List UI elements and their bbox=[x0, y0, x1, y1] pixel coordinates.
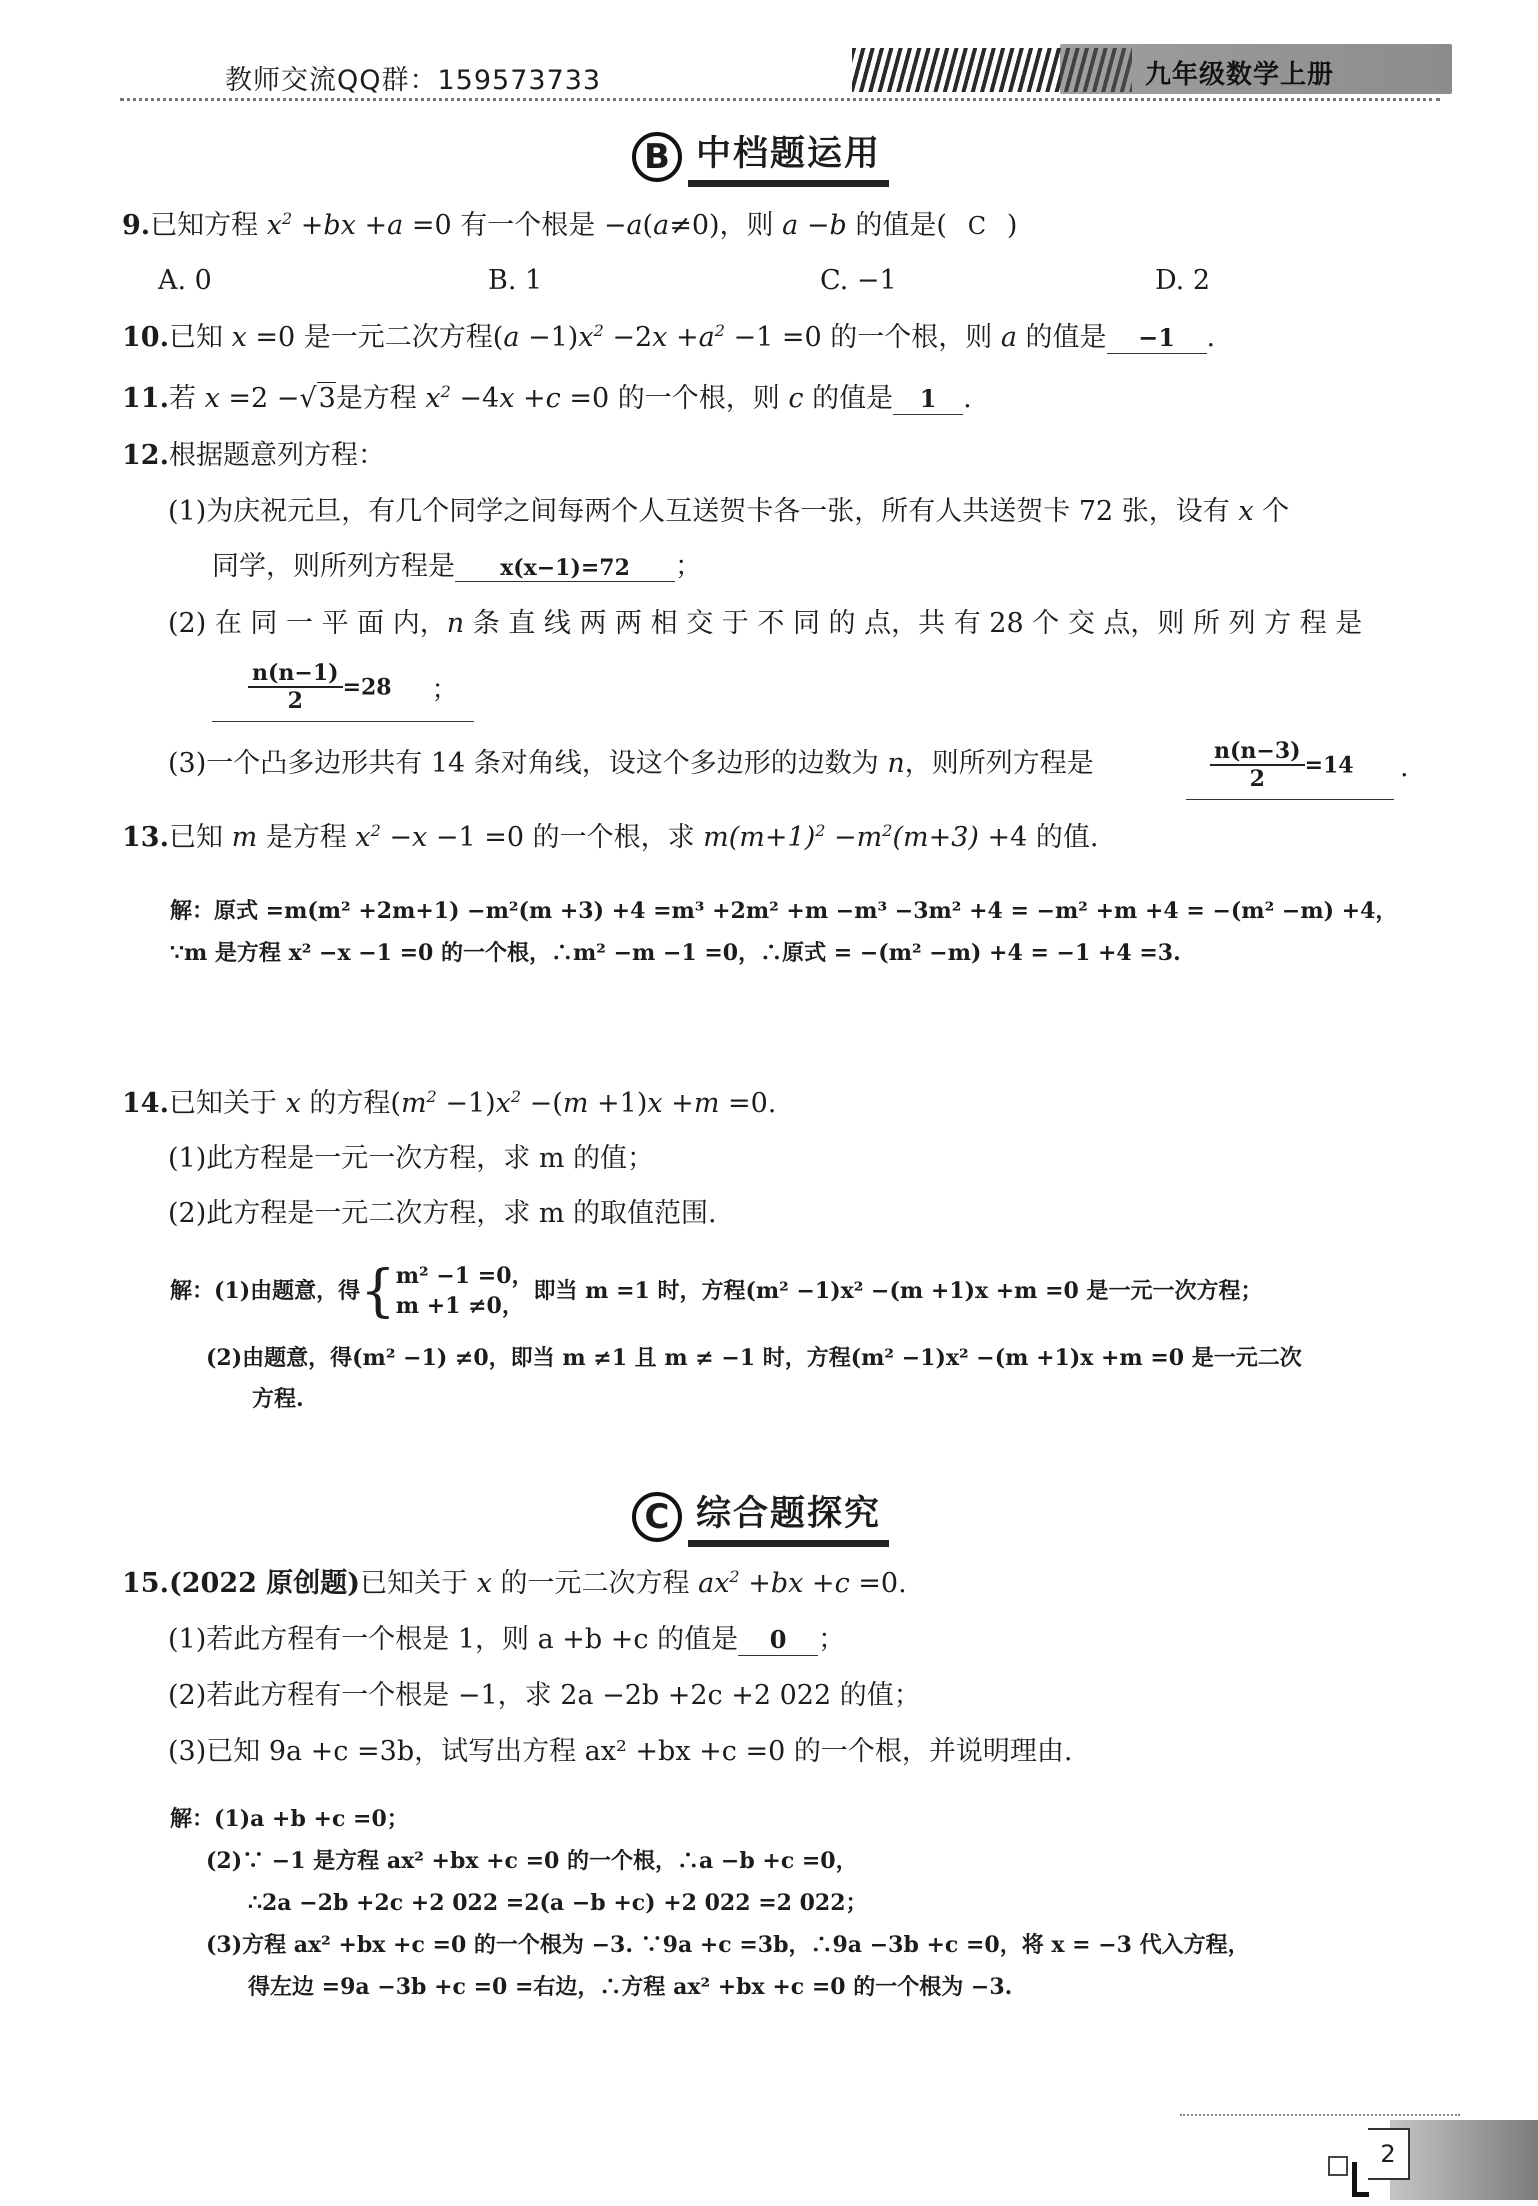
q-text: 已知 bbox=[168, 822, 232, 853]
header-divider bbox=[120, 98, 1440, 101]
q-text: 根据题意列方程： bbox=[168, 440, 385, 471]
q-var: $x^2$ bbox=[266, 209, 293, 241]
q14-part1: (1)此方程是一元一次方程，求 m 的值； bbox=[168, 1143, 655, 1174]
q-text: −2 bbox=[603, 322, 653, 353]
q12-part2-line1 bbox=[168, 608, 1362, 640]
q-text: 是方程 bbox=[257, 822, 356, 853]
footer-band bbox=[1390, 2120, 1538, 2200]
q-text: 的一元二次方程 bbox=[491, 1568, 699, 1599]
q-var: x bbox=[476, 1568, 492, 1599]
footer-square-icon bbox=[1328, 2156, 1348, 2176]
q-text: −1) bbox=[519, 322, 579, 353]
q-var: x bbox=[1238, 496, 1254, 527]
section-b-title: 中档题运用 bbox=[688, 126, 889, 187]
q-text: (1)若此方程有一个根是 1，则 a +b +c 的值是 bbox=[168, 1624, 739, 1655]
fraction-denominator: 2 bbox=[1249, 766, 1265, 793]
q9-option-d: D. 2 bbox=[1155, 265, 1211, 296]
q-text: 已知关于 bbox=[168, 1088, 286, 1119]
q-var: a bbox=[387, 210, 404, 241]
q15-part3: (3)已知 9a +c =3b，试写出方程 ax² +bx +c =0 的一个根，并说明理由. bbox=[168, 1736, 1073, 1767]
q-var: c bbox=[834, 1568, 850, 1599]
q14-solution-line1 bbox=[170, 1258, 1263, 1324]
q-text: =0 有一个根是 − bbox=[403, 210, 627, 241]
q-var: c bbox=[545, 383, 561, 414]
question-number: 15. bbox=[122, 1568, 169, 1599]
q12-part3-end: . bbox=[1400, 752, 1409, 783]
q9-option-a: A. 0 bbox=[158, 265, 212, 296]
sqrt-radicand: 3 bbox=[318, 383, 336, 414]
q-text: + bbox=[803, 1568, 835, 1599]
q-var: $m^2$ bbox=[400, 1087, 437, 1119]
q-text: − bbox=[825, 822, 857, 853]
q15-solution-line4: (3)方程 ax² +bx +c =0 的一个根为 −3. ∵9a +c =3b，∴9a −3b +c =0，将 x = −3 代入方程， bbox=[206, 1932, 1250, 1958]
q-text: 个 bbox=[1262, 496, 1290, 527]
q-text: 的值是 bbox=[1016, 322, 1107, 353]
q-text: + bbox=[355, 210, 388, 241]
section-c-title: 综合题探究 bbox=[688, 1486, 889, 1547]
q12-part1-answer: x(x−1)=72 bbox=[455, 555, 675, 582]
q-text: + bbox=[292, 210, 324, 241]
footer-corner-mark bbox=[1352, 2162, 1369, 2197]
q15-solution-line3: ∴2a −2b +2c +2 022 =2(a −b +c) +2 022 =2 022； bbox=[248, 1890, 868, 1916]
section-c-badge: C bbox=[632, 1492, 682, 1542]
q-var: x bbox=[231, 322, 247, 353]
q-text: 条 直 线 两 两 相 交 于 不 同 的 点，共 有 28 个 交 点，则 所 列 方 程 是 bbox=[464, 608, 1363, 639]
q12-part1-line2 bbox=[212, 551, 702, 583]
question-13 bbox=[122, 822, 1099, 854]
q-var: a bbox=[782, 210, 799, 241]
q-text: + bbox=[739, 1568, 771, 1599]
q-text: =0 的一个根，则 bbox=[560, 383, 789, 414]
q-text: +4 的值. bbox=[978, 822, 1099, 853]
q9-answer: C bbox=[967, 212, 987, 240]
q-text: − bbox=[798, 210, 830, 241]
q-var: x bbox=[412, 822, 428, 853]
question-number: 11. bbox=[122, 383, 169, 414]
question-14 bbox=[122, 1088, 776, 1120]
fraction-numerator: n(n−3) bbox=[1210, 738, 1305, 766]
q12-part3-answer bbox=[1186, 738, 1394, 800]
equation-system bbox=[396, 1262, 534, 1321]
q-text: +1) bbox=[588, 1088, 648, 1119]
q-var: $x^2$ bbox=[495, 1087, 522, 1119]
q-text: ； bbox=[675, 551, 702, 582]
q-var: c bbox=[788, 383, 804, 414]
q15-solution-line1: 解：(1)a +b +c =0； bbox=[170, 1806, 409, 1832]
question-10 bbox=[122, 322, 1215, 354]
section-b-heading bbox=[632, 126, 889, 187]
header-qq-group: 教师交流QQ群：159573733 bbox=[225, 65, 602, 96]
q-var: $m(m+1)^2$ bbox=[703, 821, 826, 853]
q-text: ≠0)，则 bbox=[669, 210, 783, 241]
q-text: 已知方程 bbox=[150, 210, 267, 241]
q-var: x bbox=[285, 1088, 301, 1119]
question-15 bbox=[122, 1568, 907, 1600]
q-var: $m^2$ bbox=[856, 821, 893, 853]
q15-part1-answer: 0 bbox=[738, 1626, 818, 1656]
question-number: 9. bbox=[122, 210, 151, 241]
q-text: (3)一个凸多边形共有 14 条对角线，设这个多边形的边数为 bbox=[168, 748, 888, 779]
q-text: 已知 bbox=[168, 322, 232, 353]
q-text: −4 bbox=[450, 383, 500, 414]
q-text: ) bbox=[1006, 210, 1018, 241]
question-number: 12. bbox=[122, 440, 169, 471]
footer-divider bbox=[1180, 2114, 1460, 2116]
q14-solution-line3: 方程. bbox=[252, 1386, 304, 1412]
q15-source: (2022 原创题) bbox=[168, 1568, 361, 1599]
section-b-badge: B bbox=[632, 132, 682, 182]
fraction-numerator: n(n−1) bbox=[248, 660, 343, 688]
q-text: ； bbox=[818, 1624, 846, 1655]
q-var: x bbox=[647, 1088, 663, 1119]
system-row: m +1 ≠0， bbox=[395, 1292, 524, 1319]
question-9 bbox=[122, 210, 1017, 242]
q13-solution-line2: ∵m 是方程 x² −x −1 =0 的一个根，∴m² −m −1 =0，∴原式 = −(m² −m) +4 = −1 +4 =3. bbox=[170, 940, 1181, 966]
q-var: $x^2$ bbox=[425, 382, 451, 414]
q-text: =2 − bbox=[219, 383, 300, 414]
q-text: ( bbox=[642, 210, 654, 241]
brace-icon: { bbox=[360, 1258, 396, 1324]
q-var: x bbox=[652, 322, 668, 353]
q-var: a bbox=[653, 210, 670, 241]
q15-part2: (2)若此方程有一个根是 −1，求 2a −2b +2c +2 022 的值； bbox=[168, 1680, 921, 1711]
q-var: $x^2$ bbox=[578, 321, 604, 353]
q-var: m bbox=[693, 1088, 720, 1119]
q-var: $a^2$ bbox=[698, 321, 725, 353]
q-text: + bbox=[514, 383, 546, 414]
q-text: . bbox=[963, 383, 972, 414]
page-number: 2 bbox=[1368, 2128, 1410, 2180]
q-text: 即当 m =1 时，方程(m² −1)x² −(m +1)x +m =0 是一元一次方程； bbox=[533, 1278, 1263, 1305]
q-var: a bbox=[626, 210, 643, 241]
q-text: (2) 在 同 一 平 面 内， bbox=[168, 608, 447, 639]
question-number: 14. bbox=[122, 1088, 169, 1119]
q-var: n bbox=[446, 608, 465, 639]
q12-part1-line1 bbox=[168, 496, 1289, 528]
q12-part2-answer bbox=[212, 660, 474, 722]
q12-part2-fraction bbox=[248, 660, 343, 715]
section-c-heading bbox=[632, 1486, 889, 1547]
q-text: . bbox=[1206, 322, 1216, 353]
q10-answer-blank: −1 bbox=[1107, 324, 1207, 354]
q-text: ； bbox=[431, 674, 458, 705]
q11-answer-blank: 1 bbox=[893, 385, 963, 415]
q-text: 的值是( bbox=[846, 210, 947, 241]
q-text: − bbox=[380, 822, 412, 853]
system-row: m² −1 =0， bbox=[395, 1263, 534, 1289]
question-11 bbox=[122, 383, 972, 415]
q-text: 的方程( bbox=[300, 1088, 401, 1119]
q12-part3-fraction bbox=[1210, 738, 1305, 793]
q-text: (1)为庆祝元旦，有几个同学之间每两个人互送贺卡各一张，所有人共送贺卡 72 张，设有 bbox=[168, 496, 1230, 527]
q14-solution-line2: (2)由题意，得(m² −1) ≠0，即当 m ≠1 且 m ≠ −1 时，方程(m² −1)x² −(m +1)x +m =0 是一元二次 bbox=[206, 1345, 1302, 1371]
q-var: $x^2$ bbox=[355, 821, 381, 853]
q9-option-c: C. −1 bbox=[820, 265, 897, 296]
q-text: =0 是一元二次方程( bbox=[246, 322, 504, 353]
q-var: a bbox=[503, 322, 520, 353]
q12-part3 bbox=[168, 748, 1094, 780]
header-book-title: 九年级数学上册 bbox=[1145, 60, 1335, 90]
q-text: 是方程 bbox=[335, 383, 426, 414]
q14-part2: (2)此方程是一元二次方程，求 m 的取值范围. bbox=[168, 1198, 717, 1229]
q-text: =0. bbox=[719, 1088, 777, 1119]
q-var: bx bbox=[323, 210, 356, 241]
q-var: x bbox=[499, 383, 515, 414]
q15-part1 bbox=[168, 1624, 845, 1656]
q-var: m bbox=[562, 1088, 589, 1119]
q-var: a bbox=[1000, 322, 1017, 353]
q9-option-b: B. 1 bbox=[488, 265, 543, 296]
sqrt-symbol: √ bbox=[299, 383, 317, 414]
q-text: + bbox=[667, 322, 699, 353]
q-text: 解：(1)由题意，得 bbox=[170, 1278, 361, 1305]
q-var: $ax^2$ bbox=[698, 1567, 740, 1599]
q-var: (m+3) bbox=[892, 822, 979, 853]
fraction-denominator: 2 bbox=[287, 688, 303, 715]
q-var: bx bbox=[770, 1568, 804, 1599]
q-text: −1 =0 的一个根，则 bbox=[724, 322, 1001, 353]
q-text: −( bbox=[521, 1088, 563, 1119]
q-text: −1 =0 的一个根，求 bbox=[427, 822, 704, 853]
q-text: 的值是 bbox=[803, 383, 894, 414]
q-var: x bbox=[204, 383, 220, 414]
q-text: 已知关于 bbox=[360, 1568, 477, 1599]
q13-solution-line1: 解：原式 =m(m² +2m+1) −m²(m +3) +4 =m³ +2m² +m −m³ −3m² +4 = −m² +m +4 = −(m² −m) +4， bbox=[170, 898, 1398, 924]
q-text: 若 bbox=[168, 383, 205, 414]
q-text: + bbox=[662, 1088, 694, 1119]
q-var: m bbox=[231, 822, 258, 853]
q-var: b bbox=[829, 210, 847, 241]
q15-solution-line5: 得左边 =9a −3b +c =0 =右边，∴方程 ax² +bx +c =0 的一个根为 −3. bbox=[248, 1974, 1013, 2000]
q-text: =0. bbox=[849, 1568, 907, 1599]
q12-part2-rhs: =28 bbox=[342, 674, 392, 701]
q-text: 同学，则所列方程是 bbox=[212, 551, 455, 582]
q12-part3-rhs: =14 bbox=[1304, 752, 1354, 779]
q-var: n bbox=[887, 748, 905, 779]
q-text: ，则所列方程是 bbox=[904, 748, 1094, 779]
question-number: 10. bbox=[122, 322, 169, 353]
q15-solution-line2: (2)∵ −1 是方程 ax² +bx +c =0 的一个根，∴a −b +c =0， bbox=[206, 1848, 858, 1874]
q-text: −1) bbox=[436, 1088, 496, 1119]
question-number: 13. bbox=[122, 822, 169, 853]
question-12 bbox=[122, 440, 385, 472]
